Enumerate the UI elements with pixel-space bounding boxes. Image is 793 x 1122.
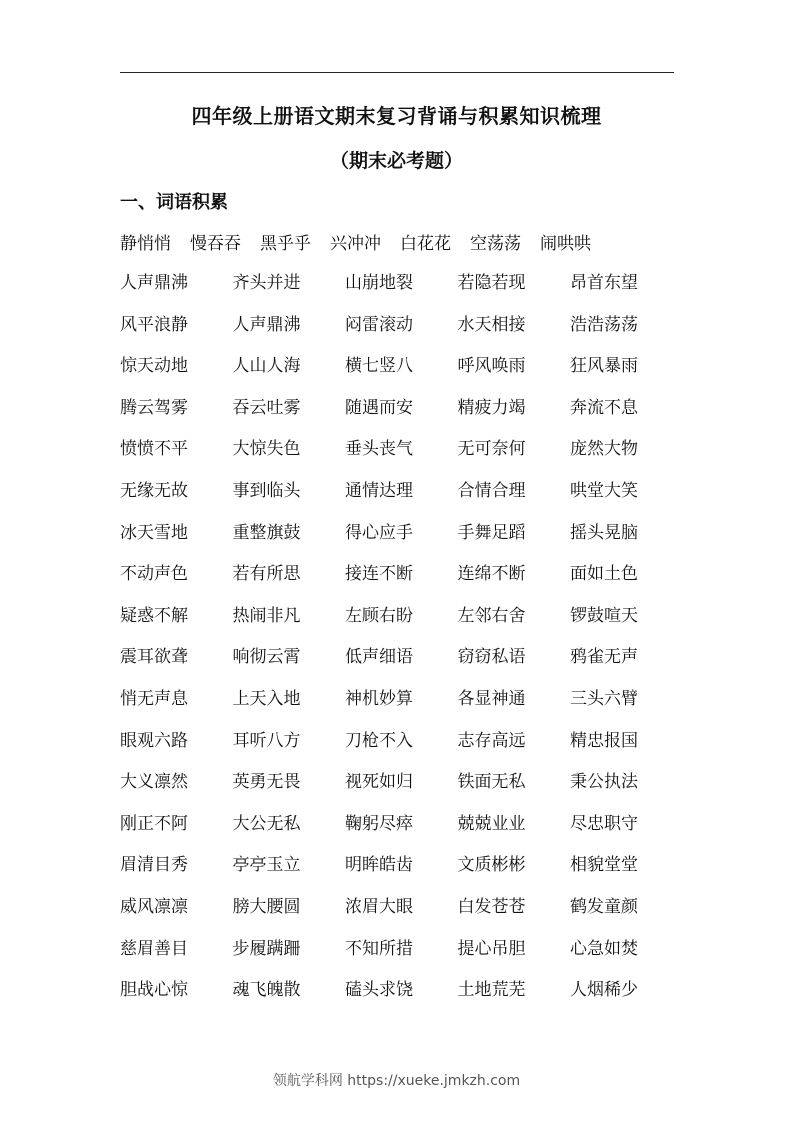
word: 慢吞吞 <box>190 234 241 254</box>
idiom: 精疲力竭 <box>457 397 526 418</box>
idiom: 膀大腰圆 <box>232 896 301 917</box>
idiom: 铁面无私 <box>457 772 526 793</box>
idiom-row <box>120 729 690 771</box>
idiom: 左邻右舍 <box>457 605 526 626</box>
idiom: 文质彬彬 <box>457 855 526 876</box>
idiom: 人山人海 <box>232 356 301 377</box>
idiom: 耳听八方 <box>232 730 301 751</box>
idiom: 步履蹒跚 <box>232 938 301 959</box>
idiom: 左顾右盼 <box>345 605 413 626</box>
document-subtitle: （期末必考题） <box>329 150 463 172</box>
idiom: 人声鼎沸 <box>232 314 301 335</box>
word: 白花花 <box>400 234 451 254</box>
idiom: 无缘无故 <box>120 480 188 501</box>
idiom: 秉公执法 <box>570 772 638 793</box>
idiom-row <box>120 604 690 646</box>
idiom: 随遇而安 <box>345 397 413 418</box>
idiom: 无可奈何 <box>457 439 526 460</box>
idiom: 人声鼎沸 <box>120 273 188 293</box>
idiom: 锣鼓喧天 <box>570 605 638 626</box>
idiom: 大惊失色 <box>232 439 301 460</box>
idiom: 冰天雪地 <box>120 522 188 543</box>
word: 静悄悄 <box>120 234 171 254</box>
idiom-row <box>120 937 690 979</box>
idiom-row <box>120 687 690 729</box>
footer-watermark: 领航学科网 https://xueke.jmkzh.com <box>272 1073 521 1089</box>
idiom: 腾云驾雾 <box>120 397 188 418</box>
idiom: 事到临头 <box>232 480 301 501</box>
idiom: 若有所思 <box>232 564 301 585</box>
idiom: 窃窃私语 <box>457 647 526 668</box>
idiom: 慈眉善目 <box>120 938 188 959</box>
idiom: 热闹非凡 <box>232 605 301 626</box>
idiom: 悄无声息 <box>120 688 188 709</box>
idiom: 呼风唤雨 <box>457 356 526 377</box>
idiom: 庞然大物 <box>570 439 638 460</box>
idiom: 若隐若现 <box>457 273 526 293</box>
idiom: 浓眉大眼 <box>345 896 413 917</box>
header-rule <box>120 72 674 73</box>
idiom: 闷雷滚动 <box>345 314 413 335</box>
idiom-row <box>120 895 690 937</box>
idiom: 亭亭玉立 <box>232 855 301 876</box>
idiom: 威风凛凛 <box>120 896 188 917</box>
idiom: 大公无私 <box>232 813 301 834</box>
idiom: 风平浪静 <box>120 314 188 335</box>
idiom-row <box>120 479 690 521</box>
idiom-row <box>120 437 690 479</box>
idiom-row <box>120 521 690 563</box>
word: 空荡荡 <box>470 234 521 254</box>
idiom: 心急如焚 <box>570 938 638 959</box>
idiom: 精忠报国 <box>570 730 638 751</box>
section-heading: 一、词语积累 <box>120 192 228 213</box>
idiom: 连绵不断 <box>457 564 526 585</box>
idiom: 横七竖八 <box>345 356 413 377</box>
idiom: 鞠躬尽瘁 <box>345 813 413 834</box>
idiom-grid <box>120 271 690 1020</box>
idiom: 浩浩荡荡 <box>570 314 638 335</box>
idiom: 得心应手 <box>345 522 413 543</box>
idiom: 上天入地 <box>232 688 301 709</box>
idiom: 不动声色 <box>120 564 188 585</box>
idiom: 摇头晃脑 <box>570 522 638 543</box>
idiom: 尽忠职守 <box>570 813 638 834</box>
idiom: 白发苍苍 <box>457 896 526 917</box>
idiom: 志存高远 <box>457 730 526 751</box>
idiom-row <box>120 853 690 895</box>
idiom: 奔流不息 <box>570 397 638 418</box>
idiom: 视死如归 <box>345 772 413 793</box>
idiom: 土地荒芜 <box>457 980 526 1001</box>
idiom: 哄堂大笑 <box>570 480 638 501</box>
idiom: 神机妙算 <box>345 688 413 709</box>
idiom: 大义凛然 <box>120 772 188 793</box>
word: 闹哄哄 <box>540 234 591 254</box>
idiom-row <box>120 812 690 854</box>
idiom: 刚正不阿 <box>120 813 188 834</box>
idiom: 低声细语 <box>345 647 413 668</box>
idiom: 提心吊胆 <box>457 938 526 959</box>
idiom: 明眸皓齿 <box>345 855 413 876</box>
idiom: 人烟稀少 <box>570 980 638 1001</box>
idiom-row <box>120 313 690 355</box>
idiom: 兢兢业业 <box>457 813 526 834</box>
idiom: 山崩地裂 <box>345 273 413 293</box>
idiom: 昂首东望 <box>570 273 638 293</box>
idiom: 通情达理 <box>345 480 413 501</box>
word: 兴冲冲 <box>330 234 381 254</box>
reduplicated-words-row <box>120 229 680 254</box>
idiom: 疑惑不解 <box>120 605 188 626</box>
idiom: 震耳欲聋 <box>120 647 188 668</box>
idiom: 三头六臂 <box>570 688 638 709</box>
idiom: 鹤发童颜 <box>570 896 638 917</box>
idiom-row <box>120 396 690 438</box>
idiom: 鸦雀无声 <box>570 647 638 668</box>
idiom: 合情合理 <box>457 480 526 501</box>
idiom: 面如土色 <box>570 564 638 585</box>
idiom: 垂头丧气 <box>345 439 413 460</box>
idiom: 刀枪不入 <box>345 730 413 751</box>
idiom: 接连不断 <box>345 564 413 585</box>
idiom: 不知所措 <box>345 938 413 959</box>
idiom-row <box>120 271 690 313</box>
idiom: 相貌堂堂 <box>570 855 638 876</box>
idiom: 眉清目秀 <box>120 855 188 876</box>
idiom: 吞云吐雾 <box>232 397 301 418</box>
idiom: 水天相接 <box>457 314 526 335</box>
idiom: 各显神通 <box>457 688 526 709</box>
idiom: 魂飞魄散 <box>232 980 301 1001</box>
idiom: 眼观六路 <box>120 730 188 751</box>
idiom: 愤愤不平 <box>120 439 188 460</box>
word: 黑乎乎 <box>260 234 311 254</box>
idiom: 响彻云霄 <box>232 647 301 668</box>
idiom: 重整旗鼓 <box>232 522 301 543</box>
idiom: 磕头求饶 <box>345 980 413 1001</box>
idiom: 齐头并进 <box>232 273 301 293</box>
idiom: 惊天动地 <box>120 356 188 377</box>
idiom-row <box>120 770 690 812</box>
document-title: 四年级上册语文期末复习背诵与积累知识梳理 <box>191 104 602 128</box>
idiom: 手舞足蹈 <box>457 522 526 543</box>
idiom: 英勇无畏 <box>232 772 301 793</box>
idiom-row <box>120 562 690 604</box>
idiom-row <box>120 645 690 687</box>
idiom: 狂风暴雨 <box>570 356 638 377</box>
idiom-row <box>120 354 690 396</box>
idiom-row <box>120 978 690 1020</box>
idiom: 胆战心惊 <box>120 980 188 1001</box>
